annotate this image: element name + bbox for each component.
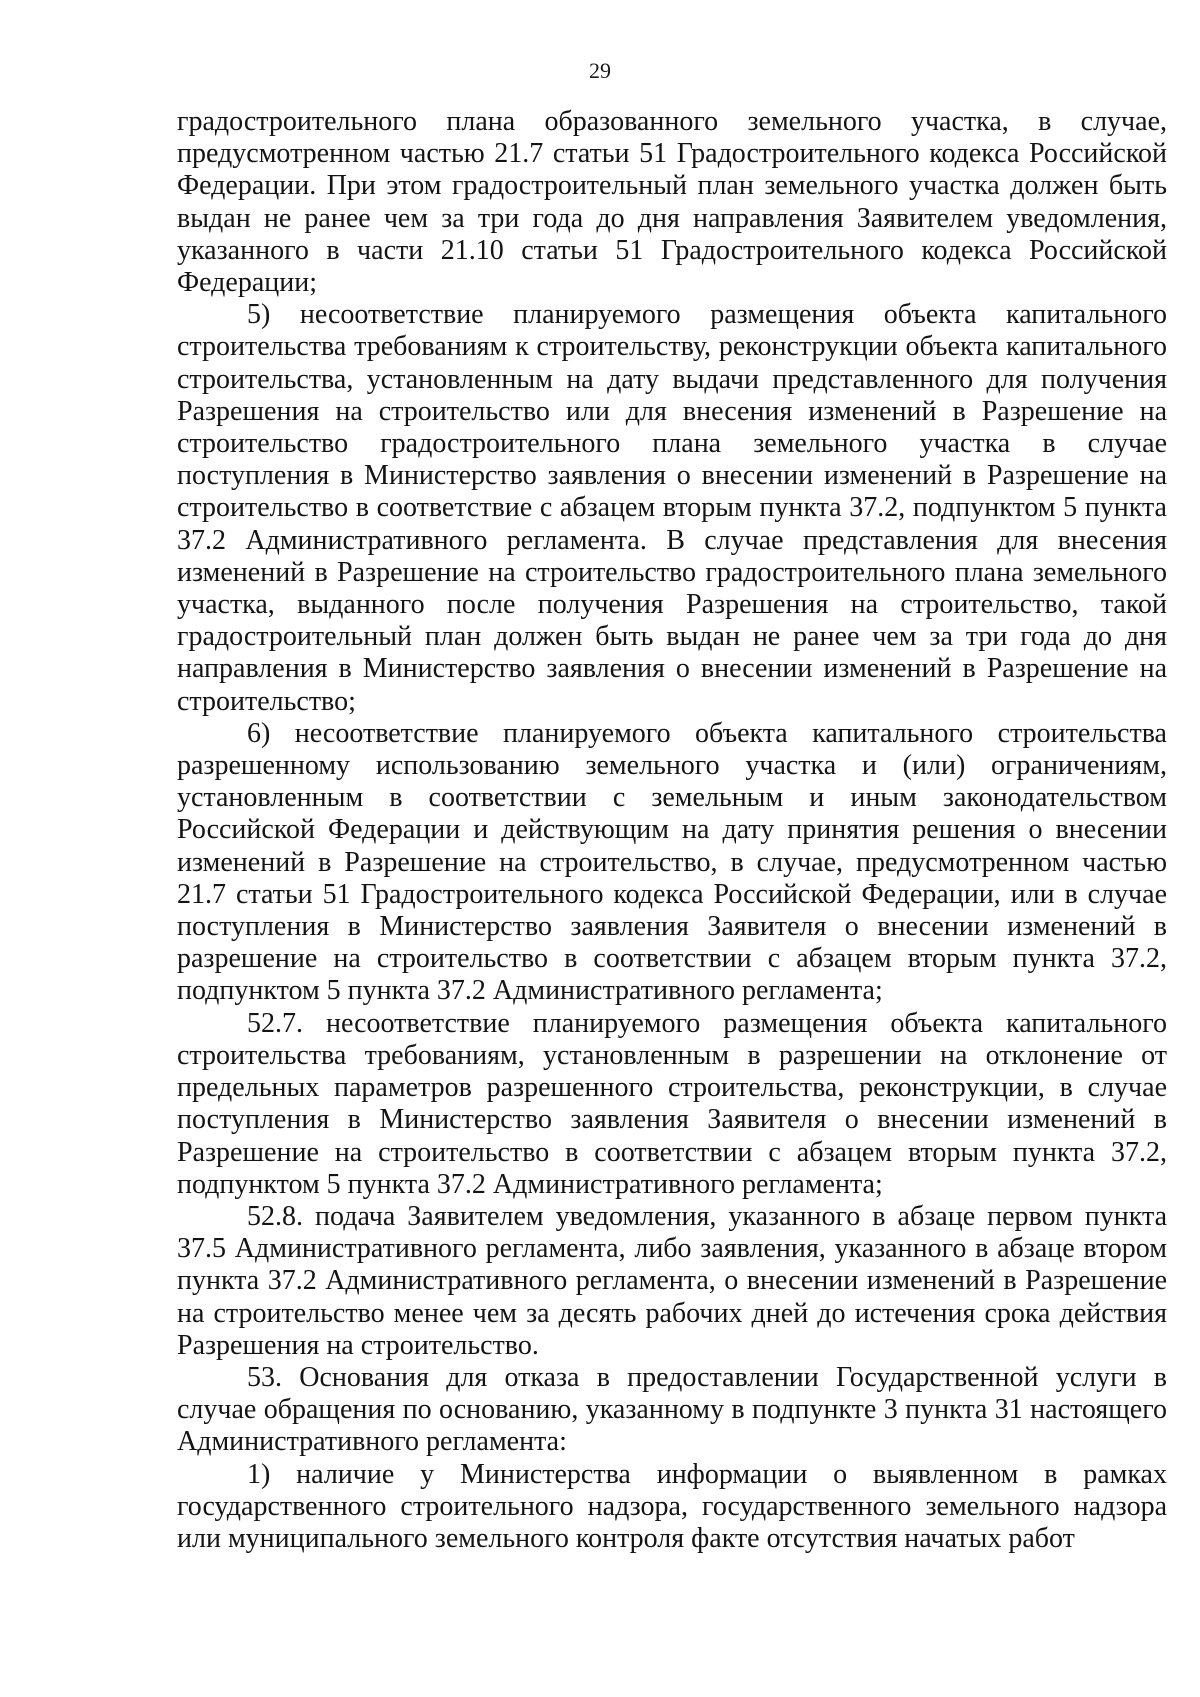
page-number: 29 — [589, 58, 611, 83]
paragraph-53: 53. Основания для отказа в предоставлении Государственной услуги в случае обращения по основанию, указанному в подпункте 3 пункта 31 настоящего Административного регламента: — [177, 1361, 1167, 1458]
paragraph-continuation: градостроительного плана образованного земельного участка, в случае, предусмотренном частью 21.7 статьи 51 Градостроительного кодекса Российской Федерации. При этом градостроительный план земельного участка должен быть выдан не ранее чем за три года до дня направления Заявителем уведомления, указанного в части 21.10 статьи 51 Градостроительного кодекса Российской Федерации; — [177, 106, 1167, 299]
paragraph-item-6: 6) несоответствие планируемого объекта капитального строительства разрешенному использованию земельного участка и (или) ограничениям, установленным в соответствии с земельным и иным законодательством Российской Федерации и действующим на дату принятия решения о внесении изменений в Разрешение на строительство, в случае, предусмотренном частью 21.7 статьи 51 Градостроительного кодекса Российской Федерации, или в случае поступления в Министерство заявления Заявителя о внесении изменений в разрешение на строительство в соответствии с абзацем вторым пункта 37.2, подпунктом 5 пункта 37.2 Административного регламента; — [177, 717, 1167, 1007]
paragraph-item-5: 5) несоответствие планируемого размещения объекта капитального строительства требованиям к строительству, реконструкции объекта капитального строительства, установленным на дату выдачи представленного для получения Разрешения на строительство или для внесения изменений в Разрешение на строительство градостроительного плана земельного участка в случае поступления в Министерство заявления о внесении изменений в Разрешение на строительство в соответствие с абзацем вторым пункта 37.2, подпунктом 5 пункта 37.2 Административного регламента. В случае представления для внесения изменений в Разрешение на строительство градостроительного плана земельного участка, выданного после получения Разрешения на строительство, такой градостроительный план должен быть выдан не ранее чем за три года до дня направления в Министерство заявления о внесении изменений в Разрешение на строительство; — [177, 299, 1167, 717]
paragraph-52-7: 52.7. несоответствие планируемого размещения объекта капитального строительства требованиям, установленным в разрешении на отклонение от предельных параметров разрешенного строительства, реконструкции, в случае поступления в Министерство заявления Заявителя о внесении изменений в Разрешение на строительство в соответствии с абзацем вторым пункта 37.2, подпунктом 5 пункта 37.2 Административного регламента; — [177, 1007, 1167, 1200]
paragraph-52-8: 52.8. подача Заявителем уведомления, указанного в абзаце первом пункта 37.5 Административного регламента, либо заявления, указанного в абзаце втором пункта 37.2 Административного регламента, о внесении изменений в Разрешение на строительство менее чем за десять рабочих дней до истечения срока действия Разрешения на строительство. — [177, 1200, 1167, 1361]
paragraph-53-item-1: 1) наличие у Министерства информации о выявленном в рамках государственного строительного надзора, государственного земельного надзора или муниципального земельного контроля факте отсутствия начатых работ — [177, 1458, 1167, 1554]
document-body — [177, 106, 1167, 1555]
